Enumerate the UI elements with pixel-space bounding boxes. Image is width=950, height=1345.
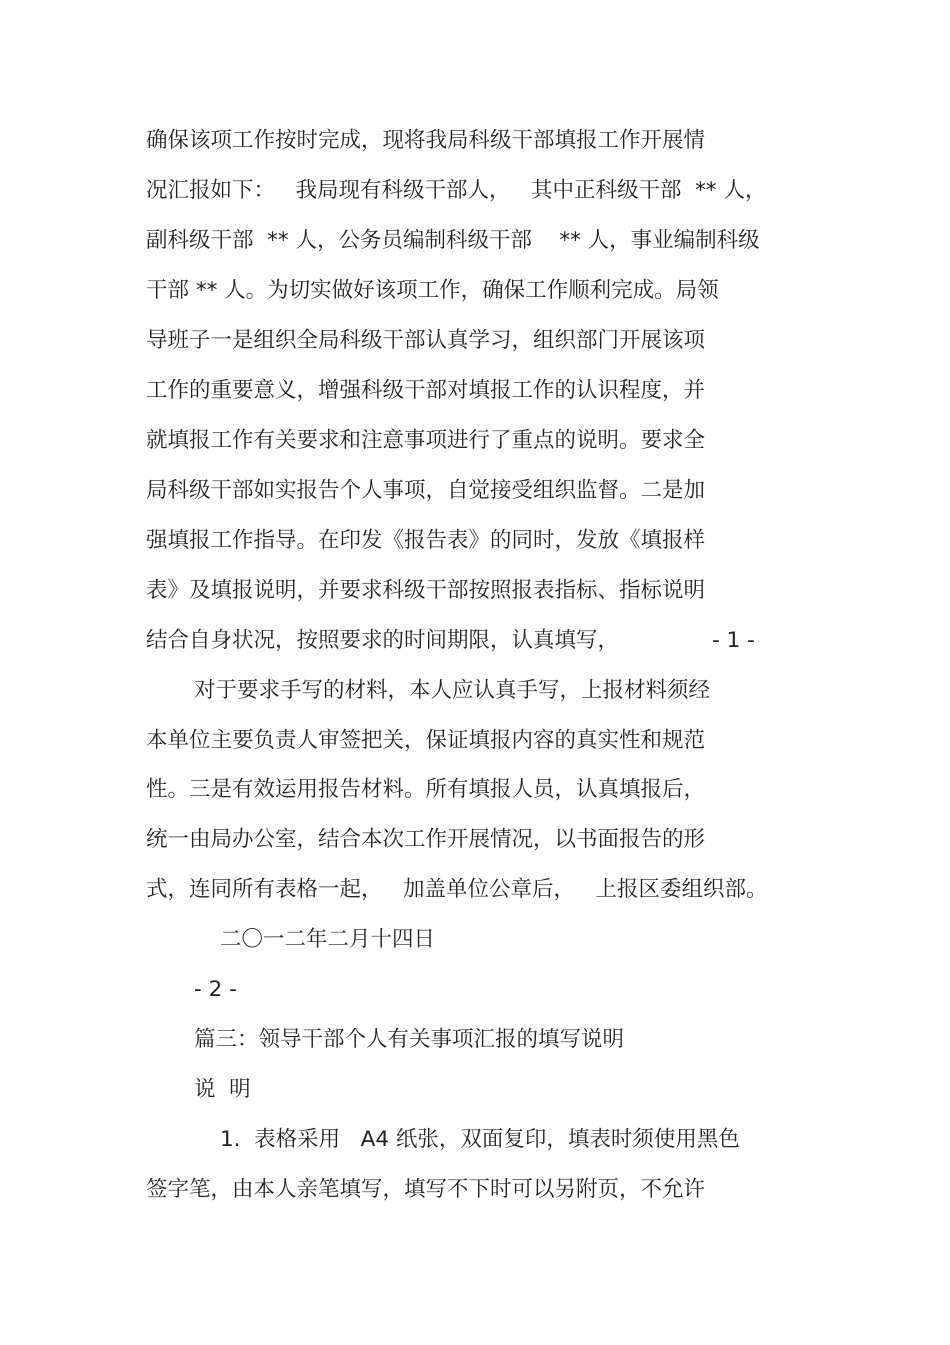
text-line-10: 表》及填报说明，并要求科级干部按照报表指标、指标说明 xyxy=(146,578,706,603)
text-line-12: 对于要求手写的材料，本人应认真手写，上报材料须经 xyxy=(194,678,711,703)
text-line-4: 干部 ** 人。为切实做好该项工作，确保工作顺利完成。局领 xyxy=(146,278,719,303)
page-number: - 2 - xyxy=(194,977,237,1002)
text-line-6: 工作的重要意义，增强科级干部对填报工作的认识程度，并 xyxy=(146,378,706,403)
text-line-2: 况汇报如下： 我局现有科级干部人， 其中正科级干部 ** 人， xyxy=(146,178,767,203)
text-line-1: 确保该项工作按时完成，现将我局科级干部填报工作开展情 xyxy=(146,128,706,153)
text-line-5: 导班子一是组织全局科级干部认真学习，组织部门开展该项 xyxy=(146,328,706,353)
text-line-17: 1. 表格采用 A4 纸张，双面复印，填表时须使用黑色 xyxy=(220,1127,740,1152)
text-line-3: 副科级干部 ** 人，公务员编制科级干部 ** 人，事业编制科级 xyxy=(146,228,760,253)
page-number: - 1 - xyxy=(712,628,755,653)
text-line-9: 强填报工作指导。在印发《报告表》的同时，发放《填报样 xyxy=(146,528,706,553)
section-heading: 说 明 xyxy=(194,1077,251,1102)
text-line-7: 就填报工作有关要求和注意事项进行了重点的说明。要求全 xyxy=(146,428,706,453)
date-line: 二〇一二年二月十四日 xyxy=(220,927,436,952)
text-line-16: 式，连同所有表格一起， 加盖单位公章后， 上报区委组织部。 xyxy=(146,877,768,902)
text-line-8: 局科级干部如实报告个人事项，自觉接受组织监督。二是加 xyxy=(146,478,706,503)
text-line-11: 结合自身状况，按照要求的时间期限，认真填写， xyxy=(146,628,620,653)
section-title: 篇三：领导干部个人有关事项汇报的填写说明 xyxy=(194,1027,625,1052)
text-line-18: 签字笔，由本人亲笔填写，填写不下时可以另附页，不允许 xyxy=(146,1177,706,1202)
text-line-13: 本单位主要负责人审签把关，保证填报内容的真实性和规范 xyxy=(146,728,706,753)
text-line-14: 性。三是有效运用报告材料。所有填报人员，认真填报后， xyxy=(146,777,706,802)
text-line-15: 统一由局办公室，结合本次工作开展情况，以书面报告的形 xyxy=(146,827,706,852)
